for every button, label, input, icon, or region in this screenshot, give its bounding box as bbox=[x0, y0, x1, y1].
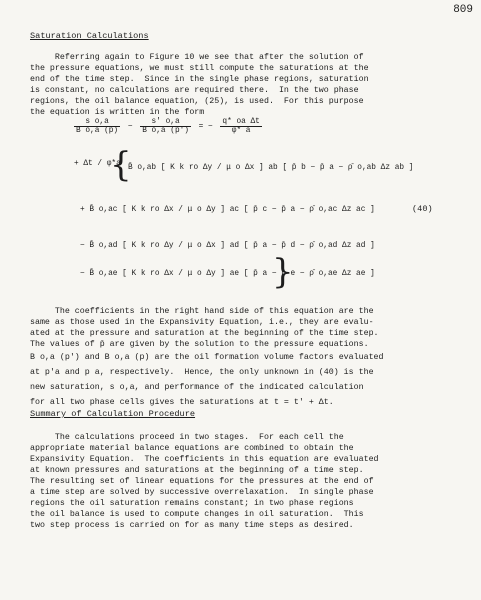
equation-term bbox=[140, 118, 191, 135]
para-line: B o,a (p') and B o,a (p) are the oil formation volume factors evaluated bbox=[30, 353, 384, 362]
para-line: same as those used in the Expansivity Equation, i.e., they are evalu- bbox=[30, 318, 374, 327]
equation-prefix: + Δt / φ*a bbox=[74, 160, 121, 168]
equation-line-3: + B̄ o,ac [ K k ro Δx / μ o Δy ] ac [ p̄ c − p̄ a − ρ̄ o,ac Δz ac ] bbox=[80, 206, 375, 214]
para-line: Expansivity Equation. The coefficients in this equation are evaluated bbox=[30, 455, 379, 464]
para-line: The resulting set of linear equations for the pressures at the end of bbox=[30, 477, 374, 486]
para-line: ated at the pressure and saturation at the beginning of the time step. bbox=[30, 329, 379, 338]
frac-denominator: B o,a (p) bbox=[76, 127, 119, 135]
para-line: the pressure equations, we must still compute the saturations at the bbox=[30, 64, 369, 73]
equation-line-2-body: B̄ o,ab [ K k ro Δy / μ o Δx ] ab [ p̄ b − p̄ a − ρ̄ o,ab Δz ab ] bbox=[128, 164, 414, 172]
section-heading-saturation: Saturation Calculations bbox=[30, 31, 149, 41]
para-line: The calculations proceed in two stages. For each cell the bbox=[30, 433, 344, 442]
para-line: the equation is written in the form bbox=[30, 108, 205, 117]
para-line: a time step are solved by successive overrelaxation. In single phase bbox=[30, 488, 374, 497]
para-line: regions the oil saturation remains constant; in two phase regions bbox=[30, 499, 354, 508]
right-brace: } bbox=[272, 252, 294, 292]
frac-denominator: B o,a (p') bbox=[142, 127, 189, 135]
frac-denominator: φ* a bbox=[231, 127, 251, 135]
page-number: 809 bbox=[453, 4, 473, 16]
left-brace: { bbox=[110, 145, 132, 185]
frac-numerator: s o,a bbox=[74, 118, 120, 127]
para-line: end of the time step. Since in the single phase regions, saturation bbox=[30, 75, 369, 84]
para-line: Referring again to Figure 10 we see that after the solution of bbox=[30, 53, 364, 62]
frac-numerator: s' o,a bbox=[140, 118, 191, 127]
paragraph-coefficients bbox=[30, 306, 472, 408]
equation-number: (40) bbox=[412, 204, 433, 214]
para-line: The values of p̄ are given by the solution to the pressure equations. bbox=[30, 340, 369, 349]
para-line: at p'a and p a, respectively. Hence, the only unknown in (40) is the bbox=[30, 368, 374, 377]
equation-term bbox=[220, 118, 261, 135]
para-line: The coefficients in the right hand side of this equation are the bbox=[30, 307, 374, 316]
para-line: is constant, no calculations are required there. In the two phase bbox=[30, 86, 359, 95]
para-line: two step process is carried on for as many time steps as desired. bbox=[30, 521, 354, 530]
para-line: regions, the oil balance equation, (25), is used. For this purpose bbox=[30, 97, 364, 106]
section-heading-summary: Summary of Calculation Procedure bbox=[30, 409, 196, 419]
equation-term bbox=[74, 118, 120, 135]
paragraph-intro bbox=[30, 52, 472, 118]
para-line: appropriate material balance equations are combined to obtain the bbox=[30, 444, 354, 453]
equation-line-5: − B̄ o,ae [ K k ro Δx / μ o Δy ] ae [ p̄ a − p̄ e − ρ̄ o,ae Δz ae ] bbox=[80, 270, 375, 278]
para-line: at known pressures and saturations at the beginning of a time step. bbox=[30, 466, 364, 475]
equation-line-4: − B̄ o,ad [ K k ro Δy / μ o Δx ] ad [ p̄ a − p̄ d − ρ̄ o,ad Δz ad ] bbox=[80, 242, 375, 250]
para-line: the oil balance is used to compute changes in oil saturation. This bbox=[30, 510, 364, 519]
para-line: new saturation, s o,a, and performance of the indicated calculation bbox=[30, 383, 364, 392]
paragraph-summary bbox=[30, 432, 472, 531]
para-line: for all two phase cells gives the saturations at t = t' + Δt. bbox=[30, 398, 334, 407]
equation-line-1: $\frac{\text{s o,a}}{\text{B o,a (p)}}$ − $\frac{s' o,a}{\text{B o,a (p')}}$ = − $\frac{\text{q* oa Δt}}{\varphi* a}$ bbox=[76, 118, 260, 135]
frac-numerator: q* oa Δt bbox=[222, 118, 260, 126]
